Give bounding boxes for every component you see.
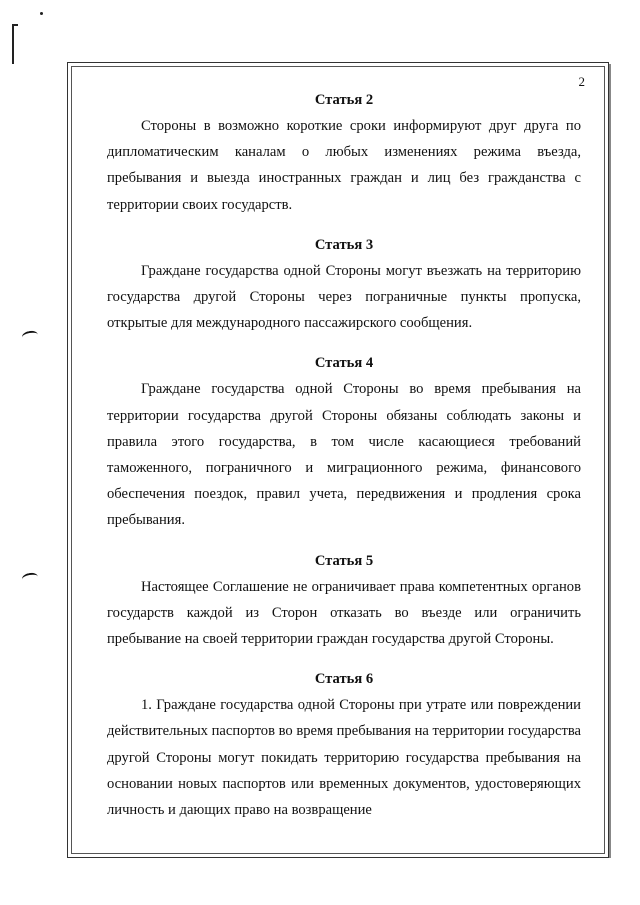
article-title: Статья 4 — [314, 355, 374, 372]
article-paragraph: Граждане государства одной Стороны во время пребывания на территории государства другой Стороны обязаны соблюдать законы и правила этого государства, в том числе касающиеся требований таможенного, пограничного и миграционного режима, финансового обеспечения поездок, правил учета, передвижения и продления срока пребывания. — [107, 381, 581, 529]
article-2 — [107, 87, 581, 218]
article-5 — [107, 548, 581, 653]
article-title: Статья 5 — [314, 552, 374, 569]
article-title: Статья 6 — [314, 671, 374, 688]
binding-hole-mark — [21, 330, 38, 343]
article-paragraph: Стороны в возможно короткие сроки информируют друг друга по дипломатическим каналам о любых изменениях режима въезда, пребывания и выезда иностранных граждан и лиц без гражданства с территории своих государств. — [107, 118, 581, 213]
article-3 — [107, 232, 581, 337]
scan-margin-mark — [12, 24, 18, 26]
article-paragraph: 1. Граждане государства одной Стороны при утрате или повреждении действительных паспортов во время пребывания на территории государства другой Стороны могут покидать территорию государства пребывания на основании новых паспортов или временных документов, удостоверяющих личность и дающих право на возвращение — [107, 697, 582, 819]
scan-dot-mark — [40, 12, 43, 15]
article-6 — [107, 666, 581, 823]
article-title: Статья 3 — [314, 236, 374, 253]
article-paragraph: Настоящее Соглашение не ограничивает права компетентных органов государств каждой из Сторон отказать во въезде или ограничить пребывание на своей территории граждан государства другой Стороны. — [107, 578, 581, 648]
article-title: Статья 2 — [314, 92, 374, 108]
page-number: 2 — [578, 74, 585, 89]
document-body — [107, 87, 581, 823]
page-border-shadow — [609, 64, 611, 858]
binding-hole-mark — [21, 572, 38, 585]
article-4 — [107, 350, 581, 533]
scan-margin-mark — [12, 24, 14, 64]
article-paragraph: Граждане государства одной Стороны могут въезжать на территорию государства другой Стороны через пограничные пункты пропуска, открытые для международного пассажирского сообщения. — [107, 262, 581, 332]
